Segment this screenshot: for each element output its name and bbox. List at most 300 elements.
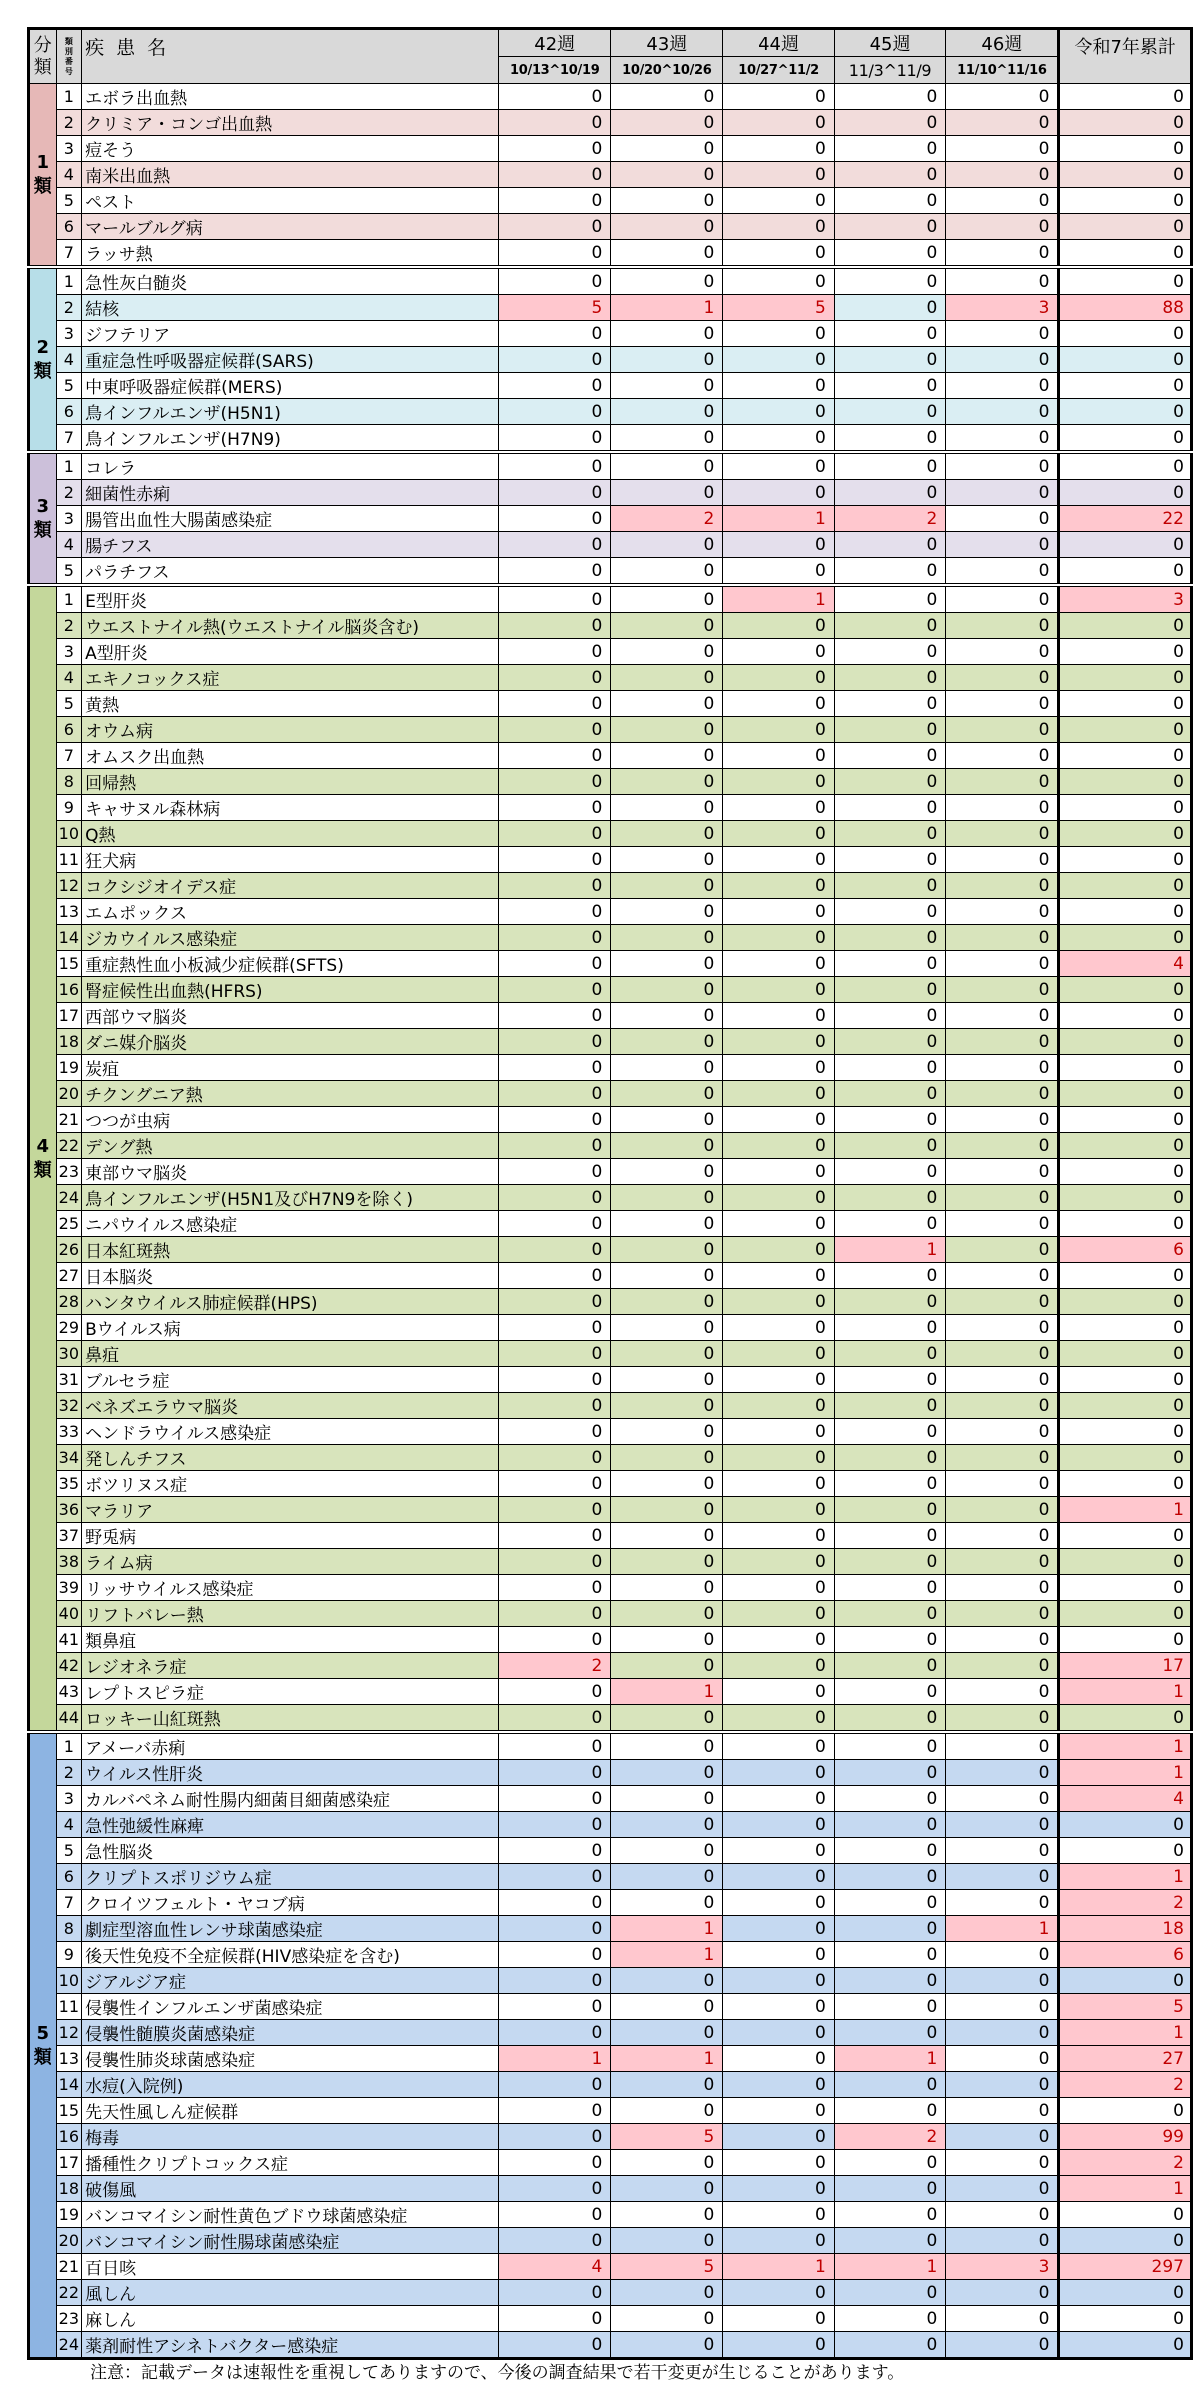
- week-count-cell: 0: [611, 847, 723, 873]
- table-row: [29, 691, 1192, 717]
- week-count-cell: 0: [611, 1367, 723, 1393]
- week-count-cell: 0: [499, 532, 611, 558]
- week-count-cell: 0: [499, 373, 611, 399]
- disease-number: 28: [56, 1289, 82, 1315]
- week-count-cell: 0: [834, 951, 946, 977]
- disease-number: 9: [56, 795, 82, 821]
- cumulative-total-cell: 6: [1059, 1237, 1192, 1263]
- disease-name: カルバペネム耐性腸内細菌目細菌感染症: [82, 1786, 499, 1812]
- disease-number: 43: [56, 1679, 82, 1705]
- cumulative-total-cell: 17: [1059, 1653, 1192, 1679]
- week-count-cell: 0: [834, 2098, 946, 2124]
- cumulative-total-cell: 0: [1059, 2228, 1192, 2254]
- table-row: [29, 1393, 1192, 1419]
- table-row: [29, 110, 1192, 136]
- week-count-cell: 0: [834, 162, 946, 188]
- disease-number: 1: [56, 585, 82, 613]
- week-count-cell: 0: [946, 665, 1059, 691]
- disease-number: 16: [56, 977, 82, 1003]
- table-row: [29, 1003, 1192, 1029]
- disease-number: 36: [56, 1497, 82, 1523]
- week-count-cell: 0: [723, 1367, 834, 1393]
- week-count-cell: 0: [946, 1289, 1059, 1315]
- week-count-cell: 0: [611, 1812, 723, 1838]
- week-count-cell: 0: [611, 1575, 723, 1601]
- cumulative-total-cell: 2: [1059, 2150, 1192, 2176]
- table-row: [29, 2332, 1192, 2359]
- week-count-cell: 0: [723, 2228, 834, 2254]
- week-count-cell: 0: [723, 240, 834, 268]
- week-count-cell: 0: [946, 717, 1059, 743]
- week-count-cell: 0: [834, 399, 946, 425]
- cumulative-total-cell: 0: [1059, 373, 1192, 399]
- week-count-cell: 0: [946, 1890, 1059, 1916]
- disease-number: 22: [56, 2280, 82, 2306]
- table-row: [29, 162, 1192, 188]
- week-count-cell: 0: [611, 2280, 723, 2306]
- cumulative-total-cell: 0: [1059, 1601, 1192, 1627]
- week-count-cell: 0: [723, 1732, 834, 1760]
- disease-number: 29: [56, 1315, 82, 1341]
- disease-name: ウエストナイル熱(ウエストナイル脳炎含む): [82, 613, 499, 639]
- week-count-cell: 0: [946, 1549, 1059, 1575]
- week-count-cell: 0: [499, 1003, 611, 1029]
- table-row: [29, 1627, 1192, 1653]
- disease-number: 38: [56, 1549, 82, 1575]
- week-count-cell: 0: [834, 558, 946, 586]
- week-count-cell: 0: [611, 613, 723, 639]
- disease-name: ニパウイルス感染症: [82, 1211, 499, 1237]
- week-count-cell: 2: [499, 1653, 611, 1679]
- table-row: [29, 84, 1192, 110]
- week-count-cell: 0: [499, 1055, 611, 1081]
- week-count-cell: 1: [611, 1942, 723, 1968]
- week-count-cell: 0: [611, 585, 723, 613]
- week-count-cell: 0: [946, 480, 1059, 506]
- week-count-cell: 0: [499, 717, 611, 743]
- week-count-cell: 0: [723, 2020, 834, 2046]
- week-count-cell: 0: [946, 821, 1059, 847]
- table-row: [29, 321, 1192, 347]
- week-count-cell: 0: [723, 847, 834, 873]
- table-row: [29, 1445, 1192, 1471]
- week-count-cell: 0: [723, 110, 834, 136]
- week-count-cell: 0: [611, 717, 723, 743]
- table-row: [29, 1653, 1192, 1679]
- table-row: [29, 1159, 1192, 1185]
- cumulative-total-cell: 0: [1059, 977, 1192, 1003]
- week-count-cell: 0: [611, 1055, 723, 1081]
- week-count-cell: 0: [611, 2150, 723, 2176]
- week-count-cell: 0: [611, 1601, 723, 1627]
- disease-number: 21: [56, 2254, 82, 2280]
- cumulative-total-cell: 0: [1059, 267, 1192, 295]
- disease-number: 5: [56, 691, 82, 717]
- disease-name: 鳥インフルエンザ(H5N1及びH7N9を除く): [82, 1185, 499, 1211]
- disease-number: 2: [56, 295, 82, 321]
- cumulative-total-cell: 0: [1059, 2280, 1192, 2306]
- table-row: [29, 1367, 1192, 1393]
- table-body: [29, 84, 1192, 2359]
- disease-number: 23: [56, 2306, 82, 2332]
- disease-name: 後天性免疫不全症候群(HIV感染症を含む): [82, 1942, 499, 1968]
- week-count-cell: 0: [946, 1445, 1059, 1471]
- week-count-cell: 0: [834, 1211, 946, 1237]
- week-count-cell: 0: [611, 1653, 723, 1679]
- week-count-cell: 0: [723, 2072, 834, 2098]
- week-count-cell: 3: [946, 295, 1059, 321]
- table-row: [29, 347, 1192, 373]
- week-count-cell: 0: [611, 899, 723, 925]
- table-row: [29, 452, 1192, 480]
- table-row: [29, 558, 1192, 586]
- week-count-cell: 0: [499, 2332, 611, 2359]
- disease-name: バンコマイシン耐性黄色ブドウ球菌感染症: [82, 2202, 499, 2228]
- disease-number: 37: [56, 1523, 82, 1549]
- week-count-cell: 0: [611, 2098, 723, 2124]
- disease-name: 百日咳: [82, 2254, 499, 2280]
- week-count-cell: 0: [723, 1679, 834, 1705]
- disease-number: 13: [56, 899, 82, 925]
- disease-name: Q熱: [82, 821, 499, 847]
- week-count-cell: 0: [723, 2202, 834, 2228]
- disease-name: 侵襲性髄膜炎菌感染症: [82, 2020, 499, 2046]
- week-count-cell: 0: [946, 1237, 1059, 1263]
- disease-name: クリプトスポリジウム症: [82, 1864, 499, 1890]
- week-count-cell: 0: [611, 2020, 723, 2046]
- table-row: [29, 1133, 1192, 1159]
- week-count-cell: 0: [723, 267, 834, 295]
- week-count-cell: 0: [723, 2280, 834, 2306]
- cumulative-total-cell: 0: [1059, 452, 1192, 480]
- week-count-cell: 0: [611, 1029, 723, 1055]
- week-count-cell: 1: [611, 1916, 723, 1942]
- disease-number: 4: [56, 532, 82, 558]
- table-row: [29, 2280, 1192, 2306]
- week-count-cell: 0: [611, 1786, 723, 1812]
- disease-number: 35: [56, 1471, 82, 1497]
- disease-name: ボツリヌス症: [82, 1471, 499, 1497]
- week-count-cell: 0: [834, 1055, 946, 1081]
- cumulative-total-cell: 0: [1059, 162, 1192, 188]
- week-count-cell: 0: [723, 2124, 834, 2150]
- disease-number: 31: [56, 1367, 82, 1393]
- week-count-cell: 0: [723, 1653, 834, 1679]
- week-count-cell: 0: [499, 347, 611, 373]
- table-row: [29, 2124, 1192, 2150]
- disease-number: 3: [56, 639, 82, 665]
- cumulative-total-cell: 4: [1059, 951, 1192, 977]
- disease-number: 18: [56, 2176, 82, 2202]
- week-count-cell: 0: [723, 717, 834, 743]
- cumulative-total-cell: 2: [1059, 1890, 1192, 1916]
- week-count-cell: 0: [834, 188, 946, 214]
- table-row: [29, 2150, 1192, 2176]
- disease-number: 27: [56, 1263, 82, 1289]
- week-count-cell: 0: [946, 347, 1059, 373]
- cumulative-total-cell: 0: [1059, 214, 1192, 240]
- week-count-cell: 0: [611, 240, 723, 268]
- week-count-cell: 0: [946, 1029, 1059, 1055]
- week-count-cell: 0: [946, 1497, 1059, 1523]
- week-count-cell: 0: [611, 769, 723, 795]
- cumulative-total-cell: 0: [1059, 1341, 1192, 1367]
- week-count-cell: 0: [946, 977, 1059, 1003]
- week-count-cell: 5: [611, 2254, 723, 2280]
- cumulative-total-cell: 0: [1059, 821, 1192, 847]
- cumulative-total-cell: 0: [1059, 1575, 1192, 1601]
- disease-number: 5: [56, 188, 82, 214]
- week-count-cell: 0: [499, 2150, 611, 2176]
- cumulative-total-cell: 0: [1059, 558, 1192, 586]
- week-count-cell: 0: [499, 425, 611, 453]
- week-count-cell: 0: [834, 2150, 946, 2176]
- disease-number: 1: [56, 84, 82, 110]
- week-count-cell: 1: [834, 2046, 946, 2072]
- week-count-cell: 0: [611, 110, 723, 136]
- week-count-cell: 1: [723, 2254, 834, 2280]
- table-row: [29, 1575, 1192, 1601]
- week-count-cell: 0: [946, 769, 1059, 795]
- week-count-cell: 0: [946, 1864, 1059, 1890]
- cumulative-total-cell: 0: [1059, 110, 1192, 136]
- week-count-cell: 0: [499, 1133, 611, 1159]
- disease-number: 18: [56, 1029, 82, 1055]
- cumulative-total-cell: 4: [1059, 1786, 1192, 1812]
- disease-name: A型肝炎: [82, 639, 499, 665]
- week-count-cell: 0: [946, 1601, 1059, 1627]
- disease-number: 11: [56, 847, 82, 873]
- week-count-cell: 0: [499, 558, 611, 586]
- week-count-cell: 0: [499, 2124, 611, 2150]
- week-count-cell: 0: [611, 1549, 723, 1575]
- disease-name: チクングニア熱: [82, 1081, 499, 1107]
- week-count-cell: 0: [723, 321, 834, 347]
- disease-name: ハンタウイルス肺症候群(HPS): [82, 1289, 499, 1315]
- cumulative-total-cell: 0: [1059, 1159, 1192, 1185]
- week-count-cell: 0: [723, 1471, 834, 1497]
- cumulative-total-cell: 0: [1059, 480, 1192, 506]
- week-count-cell: 0: [946, 84, 1059, 110]
- disease-name: パラチフス: [82, 558, 499, 586]
- week-count-cell: 0: [723, 2046, 834, 2072]
- disease-name: 梅毒: [82, 2124, 499, 2150]
- disease-number: 1: [56, 452, 82, 480]
- week-count-cell: 0: [499, 1159, 611, 1185]
- week-count-cell: 1: [611, 2046, 723, 2072]
- disease-number: 2: [56, 110, 82, 136]
- disease-name: 水痘(入院例): [82, 2072, 499, 2098]
- week-count-cell: 0: [946, 558, 1059, 586]
- week-count-cell: 0: [946, 1471, 1059, 1497]
- disease-name: 急性弛緩性麻痺: [82, 1812, 499, 1838]
- week-count-cell: 0: [499, 162, 611, 188]
- table-row: [29, 240, 1192, 268]
- week-count-cell: 0: [946, 136, 1059, 162]
- table-row: [29, 373, 1192, 399]
- disease-number: 2: [56, 1760, 82, 1786]
- table-row: [29, 1838, 1192, 1864]
- table-row: [29, 1497, 1192, 1523]
- disease-number: 34: [56, 1445, 82, 1471]
- week-count-cell: 0: [723, 1760, 834, 1786]
- disease-name: マールブルグ病: [82, 214, 499, 240]
- disease-number: 42: [56, 1653, 82, 1679]
- disease-number: 8: [56, 1916, 82, 1942]
- table-row: [29, 2254, 1192, 2280]
- disease-number: 19: [56, 1055, 82, 1081]
- table-row: [29, 1760, 1192, 1786]
- week-count-cell: 0: [946, 1968, 1059, 1994]
- week-count-cell: 0: [499, 2176, 611, 2202]
- table-row: [29, 821, 1192, 847]
- week-count-cell: 0: [946, 1942, 1059, 1968]
- week-count-cell: 0: [611, 977, 723, 1003]
- cumulative-total-cell: 0: [1059, 2098, 1192, 2124]
- disease-name: ジアルジア症: [82, 1968, 499, 1994]
- cumulative-total-cell: 0: [1059, 1627, 1192, 1653]
- week-count-cell: 0: [611, 1419, 723, 1445]
- disease-number: 2: [56, 613, 82, 639]
- week-count-cell: 0: [723, 665, 834, 691]
- cumulative-total-cell: 1: [1059, 1679, 1192, 1705]
- week-count-cell: 0: [946, 240, 1059, 268]
- week-count-cell: 0: [834, 795, 946, 821]
- table-row: [29, 1237, 1192, 1263]
- week-count-cell: 0: [499, 1289, 611, 1315]
- week-count-cell: 0: [723, 1289, 834, 1315]
- week-count-cell: 0: [723, 951, 834, 977]
- disease-name: ペスト: [82, 188, 499, 214]
- week-count-cell: 0: [723, 795, 834, 821]
- disease-name: 日本紅斑熱: [82, 1237, 499, 1263]
- week-count-cell: 0: [834, 425, 946, 453]
- disease-number: 33: [56, 1419, 82, 1445]
- disease-name: 重症熱性血小板減少症候群(SFTS): [82, 951, 499, 977]
- week-count-cell: 0: [834, 1916, 946, 1942]
- week-count-cell: 0: [611, 1237, 723, 1263]
- cumulative-total-cell: 0: [1059, 399, 1192, 425]
- cumulative-total-cell: 1: [1059, 1497, 1192, 1523]
- disease-name: 結核: [82, 295, 499, 321]
- disease-number: 20: [56, 1081, 82, 1107]
- disease-number: 20: [56, 2228, 82, 2254]
- week-count-cell: 0: [946, 1523, 1059, 1549]
- week-count-cell: 0: [834, 1760, 946, 1786]
- week-count-cell: 0: [499, 1471, 611, 1497]
- week-count-cell: 0: [723, 1393, 834, 1419]
- week-count-cell: 0: [499, 188, 611, 214]
- week-count-cell: 0: [834, 321, 946, 347]
- cumulative-total-cell: 0: [1059, 795, 1192, 821]
- table-row: [29, 2202, 1192, 2228]
- cumulative-total-cell: 0: [1059, 136, 1192, 162]
- week-count-cell: 0: [834, 2306, 946, 2332]
- week-count-cell: 0: [611, 1289, 723, 1315]
- week-count-cell: 0: [499, 1107, 611, 1133]
- week-count-cell: 0: [723, 613, 834, 639]
- week-count-cell: 0: [499, 1942, 611, 1968]
- cumulative-total-cell: 0: [1059, 899, 1192, 925]
- table-row: [29, 717, 1192, 743]
- disease-name: 腎症候性出血熱(HFRS): [82, 977, 499, 1003]
- disease-name: ヘンドラウイルス感染症: [82, 1419, 499, 1445]
- week-count-cell: 0: [834, 480, 946, 506]
- category-label-cell: [29, 267, 57, 452]
- week-count-cell: 0: [499, 2202, 611, 2228]
- week-count-cell: 0: [723, 899, 834, 925]
- table-row: [29, 585, 1192, 613]
- week-count-cell: 0: [723, 1445, 834, 1471]
- table-row: [29, 506, 1192, 532]
- week-count-cell: 0: [611, 1211, 723, 1237]
- week-count-cell: 0: [946, 321, 1059, 347]
- week-count-cell: 0: [946, 743, 1059, 769]
- header-week-45: 45週: [834, 29, 946, 57]
- week-count-cell: 0: [723, 1627, 834, 1653]
- week-count-cell: 0: [723, 1159, 834, 1185]
- week-count-cell: 0: [834, 1864, 946, 1890]
- cumulative-total-cell: 0: [1059, 769, 1192, 795]
- disease-number: 14: [56, 925, 82, 951]
- week-count-cell: 0: [946, 214, 1059, 240]
- disease-name: 急性灰白髄炎: [82, 267, 499, 295]
- week-count-cell: 0: [834, 452, 946, 480]
- disease-number: 1: [56, 267, 82, 295]
- week-count-cell: 0: [946, 2124, 1059, 2150]
- week-count-cell: 1: [723, 506, 834, 532]
- disease-name: 侵襲性インフルエンザ菌感染症: [82, 1994, 499, 2020]
- table-row: [29, 951, 1192, 977]
- week-count-cell: 0: [946, 1107, 1059, 1133]
- week-count-cell: 0: [946, 1419, 1059, 1445]
- week-count-cell: 0: [834, 1994, 946, 2020]
- week-count-cell: 0: [946, 925, 1059, 951]
- week-count-cell: 0: [611, 691, 723, 717]
- table-row: [29, 1968, 1192, 1994]
- week-count-cell: 0: [834, 373, 946, 399]
- disease-number: 3: [56, 321, 82, 347]
- week-count-cell: 0: [499, 506, 611, 532]
- disease-name: E型肝炎: [82, 585, 499, 613]
- cumulative-total-cell: 99: [1059, 2124, 1192, 2150]
- table-row: [29, 899, 1192, 925]
- table-row: [29, 267, 1192, 295]
- table-row: [29, 1081, 1192, 1107]
- week-count-cell: 0: [946, 639, 1059, 665]
- cumulative-total-cell: 0: [1059, 2332, 1192, 2359]
- disease-number: 4: [56, 347, 82, 373]
- week-count-cell: 0: [834, 1705, 946, 1733]
- table-row: [29, 295, 1192, 321]
- week-count-cell: 0: [834, 1107, 946, 1133]
- week-count-cell: 0: [611, 267, 723, 295]
- week-count-cell: 0: [834, 2202, 946, 2228]
- cumulative-total-cell: 0: [1059, 1263, 1192, 1289]
- week-count-cell: 0: [946, 506, 1059, 532]
- table-row: [29, 1523, 1192, 1549]
- table-row: [29, 2020, 1192, 2046]
- disease-number: 44: [56, 1705, 82, 1733]
- disease-name: リッサウイルス感染症: [82, 1575, 499, 1601]
- disease-number: 6: [56, 1864, 82, 1890]
- week-count-cell: 1: [834, 2254, 946, 2280]
- week-count-cell: 0: [946, 585, 1059, 613]
- disease-name: 播種性クリプトコックス症: [82, 2150, 499, 2176]
- week-count-cell: 0: [499, 899, 611, 925]
- header-week-46: 46週: [946, 29, 1059, 57]
- cumulative-total-cell: 0: [1059, 1055, 1192, 1081]
